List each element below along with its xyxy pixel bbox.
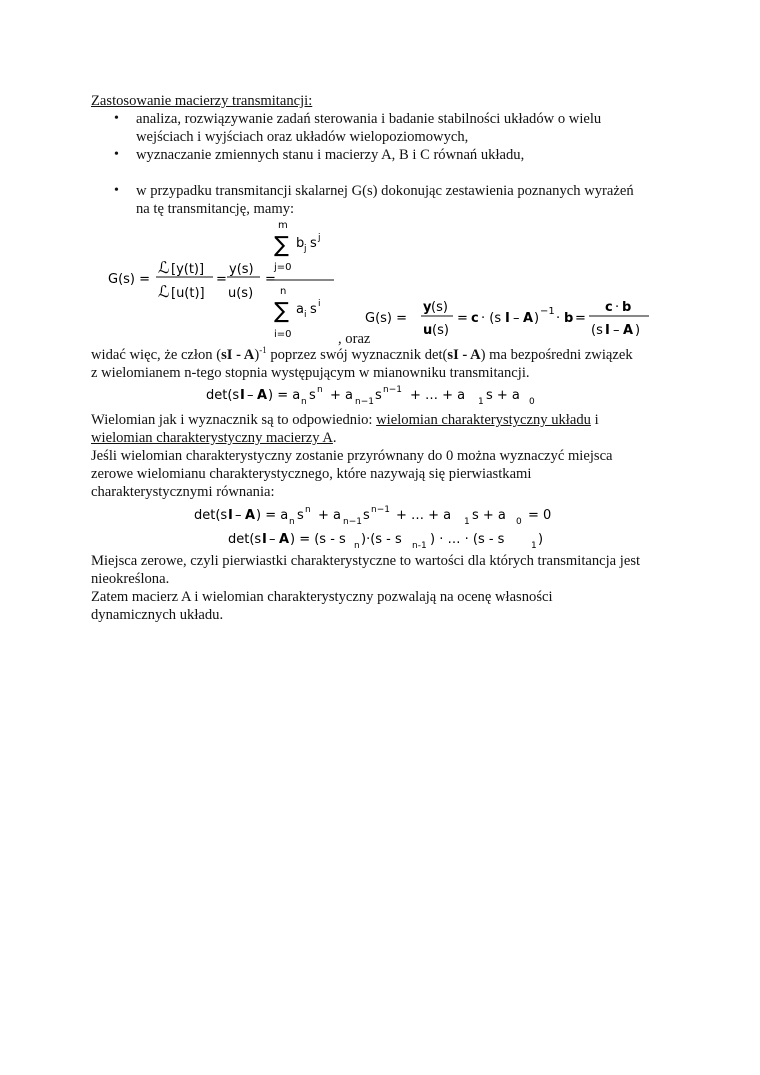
svg-text:y: y	[423, 300, 432, 315]
text-span: ) ma bezpośredni związek	[480, 347, 633, 363]
characteristic-equation-roots	[194, 503, 584, 551]
svg-text:n: n	[280, 286, 287, 297]
svg-text:=: =	[216, 272, 227, 287]
paragraph-3-line-3: charakterystycznymi równania:	[91, 484, 275, 500]
svg-text:(s): (s)	[432, 323, 449, 338]
eq-connector-oraz: , oraz	[338, 331, 371, 347]
svg-text:n: n	[305, 505, 311, 515]
svg-text:): )	[635, 323, 641, 338]
svg-text:G(s) =: G(s) =	[108, 272, 151, 287]
svg-text:1: 1	[478, 397, 484, 407]
svg-text:−1: −1	[540, 306, 555, 317]
svg-text:·: ·	[615, 300, 620, 315]
svg-text:I: I	[240, 388, 245, 403]
svg-text:I: I	[505, 311, 510, 326]
bold-span: sI - A	[221, 347, 255, 363]
svg-text:=: =	[265, 272, 276, 287]
svg-text:n−1: n−1	[371, 505, 390, 515]
svg-text:· (s: · (s	[481, 311, 502, 326]
svg-text:I: I	[262, 532, 267, 547]
svg-text:)·(s - s: )·(s - s	[361, 532, 402, 547]
text-span: i	[590, 412, 599, 428]
text-span: )	[254, 347, 260, 363]
svg-text:–: –	[269, 532, 276, 547]
svg-text:n−1: n−1	[383, 385, 402, 395]
svg-text:) = a: ) = a	[268, 388, 301, 403]
bullet-1-line-1: analiza, rozwiązywanie zadań sterowania i badanie stabilności układów o wielu	[136, 111, 602, 127]
svg-text:= 0: = 0	[528, 508, 552, 523]
svg-text:s: s	[375, 388, 382, 403]
svg-text:a: a	[296, 302, 304, 317]
paragraph-4-line-2: nieokreślona.	[91, 571, 170, 587]
svg-text:–: –	[613, 323, 620, 338]
svg-text:A: A	[257, 388, 268, 403]
superscript: -1	[259, 345, 267, 355]
paragraph-5-line-2: dynamicznych układu.	[91, 607, 224, 623]
svg-text:=: =	[575, 311, 586, 326]
svg-text:n: n	[354, 541, 360, 551]
transfer-function-equation	[108, 220, 368, 345]
paragraph-3-line-1: Jeśli wielomian charakterystyczny zostanie przyrównany do 0 można wyznaczyć miejsca	[91, 448, 613, 464]
svg-text:·: ·	[556, 311, 561, 326]
state-space-transfer-equation	[365, 296, 665, 342]
svg-text:): )	[538, 532, 544, 547]
svg-text:s: s	[363, 508, 370, 523]
bold-span: sI - A	[447, 347, 481, 363]
svg-text:j=0: j=0	[274, 262, 292, 273]
svg-text:) = a: ) = a	[256, 508, 289, 523]
svg-text:1: 1	[464, 517, 470, 527]
svg-text:∑: ∑	[274, 299, 289, 324]
paragraph-2-line-2	[91, 429, 337, 447]
svg-text:ℒ: ℒ	[158, 282, 170, 301]
svg-text:det(s: det(s	[228, 532, 262, 547]
paragraph-2-line-1	[91, 411, 599, 429]
svg-text:A: A	[245, 508, 256, 523]
svg-text:s: s	[310, 302, 317, 317]
svg-text:(s): (s)	[431, 300, 448, 315]
svg-text:c: c	[471, 311, 479, 326]
paragraph-3-line-2: zerowe wielomianu charakterystycznego, które nazywają się pierwiastkami	[91, 466, 532, 482]
svg-text:A: A	[623, 323, 634, 338]
svg-text:s: s	[310, 236, 317, 251]
svg-text:(s: (s	[591, 323, 603, 338]
svg-text:=: =	[457, 311, 468, 326]
svg-text:det(s: det(s	[194, 508, 228, 523]
svg-text:n: n	[289, 517, 295, 527]
svg-text:): )	[534, 311, 540, 326]
text-span: poprzez swój wyznacznik det(	[266, 347, 448, 363]
svg-text:1: 1	[531, 541, 537, 551]
svg-text:+ … + a: + … + a	[410, 388, 466, 403]
svg-text:–: –	[235, 508, 242, 523]
svg-text:n: n	[317, 385, 323, 395]
paragraph-1-line-1	[91, 346, 633, 364]
svg-text:det(s: det(s	[206, 388, 240, 403]
svg-text:s: s	[309, 388, 316, 403]
svg-text:m: m	[278, 220, 288, 231]
svg-text:+ … + a: + … + a	[396, 508, 452, 523]
text-span: .	[332, 430, 337, 446]
paragraph-1-line-2: z wielomianem n-tego stopnia występującym w mianowniku transmitancji.	[91, 365, 530, 381]
svg-text:A: A	[279, 532, 290, 547]
paragraph-4-line-1: Miejsca zerowe, czyli pierwiastki charakterystyczne to wartości dla których transmitancja jest	[91, 553, 641, 569]
svg-text:i: i	[304, 310, 307, 320]
svg-text:[u(t)]: [u(t)]	[171, 286, 205, 301]
svg-text:n−1: n−1	[343, 517, 362, 527]
svg-text:n: n	[301, 397, 307, 407]
svg-text:–: –	[247, 388, 254, 403]
svg-text:–: –	[513, 311, 520, 326]
bullet-icon: •	[114, 147, 119, 162]
svg-text:) · … · (s - s: ) · … · (s - s	[430, 532, 505, 547]
svg-text:s + a: s + a	[472, 508, 506, 523]
term-characteristic-polynomial-matrix: wielomian charakterystyczny macierzy A	[91, 430, 333, 446]
term-characteristic-polynomial-system: wielomian charakterystyczny układu	[376, 412, 591, 428]
svg-text:0: 0	[529, 397, 535, 407]
svg-text:0: 0	[516, 517, 522, 527]
svg-text:) = (s - s: ) = (s - s	[290, 532, 346, 547]
bullet-icon: •	[114, 183, 119, 198]
svg-text:I: I	[228, 508, 233, 523]
svg-text:b: b	[622, 300, 632, 315]
bullet-3-line-2: na tę transmitancję, mamy:	[136, 201, 295, 217]
bullet-icon: •	[114, 111, 119, 126]
svg-text:I: I	[605, 323, 610, 338]
svg-text:u: u	[423, 323, 433, 338]
paragraph-5-line-1: Zatem macierz A i wielomian charakterystyczny pozwalają na ocenę własności	[91, 589, 553, 605]
section-heading: Zastosowanie macierzy transmitancji:	[91, 93, 313, 109]
svg-text:[y(t)]: [y(t)]	[171, 262, 205, 277]
svg-text:i=0: i=0	[274, 329, 292, 340]
svg-text:s + a: s + a	[486, 388, 520, 403]
text-span: Wielomian jak i wyznacznik są to odpowiednio:	[91, 412, 377, 428]
svg-text:n-1: n-1	[412, 541, 427, 551]
svg-text:c: c	[605, 300, 613, 315]
svg-text:j: j	[304, 244, 307, 254]
svg-text:s: s	[297, 508, 304, 523]
svg-text:+ a: + a	[330, 388, 353, 403]
bullet-3-line-1: w przypadku transmitancji skalarnej G(s) dokonując zestawienia poznanych wyrażeń	[136, 183, 634, 199]
svg-text:A: A	[523, 311, 534, 326]
svg-text:i: i	[318, 299, 321, 309]
svg-text:+ a: + a	[318, 508, 341, 523]
svg-text:j: j	[318, 233, 321, 243]
svg-text:n−1: n−1	[355, 397, 374, 407]
svg-text:y(s): y(s)	[229, 262, 254, 277]
bullet-1-line-2: wejściach i wyjściach oraz układów wielopoziomowych,	[136, 129, 469, 145]
svg-text:b: b	[296, 236, 305, 251]
characteristic-polynomial-equation	[206, 383, 566, 411]
svg-text:u(s): u(s)	[228, 286, 254, 301]
text-span: widać więc, że człon (	[91, 347, 222, 363]
svg-text:b: b	[564, 311, 574, 326]
svg-text:ℒ: ℒ	[158, 258, 170, 277]
bullet-2-line-1: wyznaczanie zmiennych stanu i macierzy A, B i C równań układu,	[136, 147, 525, 163]
svg-text:∑: ∑	[274, 233, 289, 258]
svg-text:G(s) =: G(s) =	[365, 311, 408, 326]
